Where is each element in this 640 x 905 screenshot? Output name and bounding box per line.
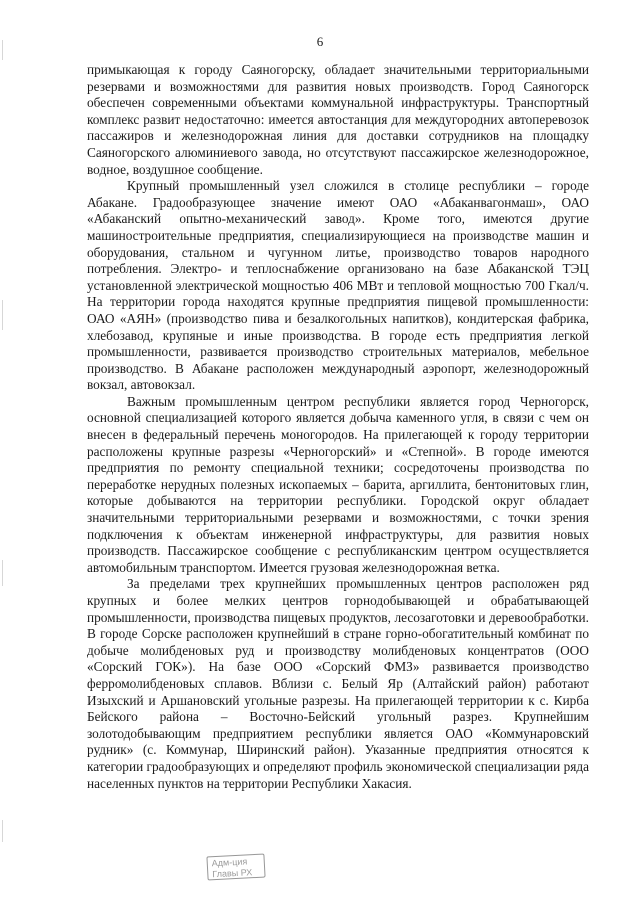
paragraph-chernogorsk: Важным промышленным центром республики является город Черногорск, основной специализацией которого является добыча каменного угля, в связи с чем он внесен в федеральный перечень моногородов. На прилегающей к городу территории расположены крупные разрезы «Черногорский» и «Степной». В городе имеются предприятия по ремонту специальной техники; сосредоточены производства по переработке нерудных полезных ископаемых – барита, аргиллита, бентонитовых глин, которые добываются на территории республики. Городской округ обладает значительными территориальными резервами и возможностями, с точки зрения подключения к объектам инженерной инфраструктуры, для развития новых производств. Пассажирское сообщение с республиканским центром осуществляется автомобильным транспортом. Имеется грузовая железнодорожная ветка. (87, 393, 589, 575)
scan-edge-mark (2, 560, 3, 586)
paragraph-other-centers: За пределами трех крупнейших промышленных центров расположен ряд крупных и более мелких центров горнодобывающей и обрабатывающей промышленности, производства пищевых продуктов, лесозаготовки и деревообработки. В городе Сорске расположен крупнейший в стране горно-обогатительный комбинат по добыче молибденовых руд и производству молибденовых концентратов (ООО «Сорский ГОК»). На базе ООО «Сорский ФМЗ» развивается производство ферромолибденовых сплавов. Вблизи с. Белый Яр (Алтайский район) работают Изыхский и Аршановский угольные разрезы. На прилегающей территории к с. Кирба Бейского района – Восточно-Бейский угольный разрез. Крупнейшим золотодобывающим предприятием республики является ОАО «Коммунаровский рудник» (с. Коммунар, Ширинский район). Указанные предприятия относятся к категории градообразующих и определяют профиль экономической специализации ряда населенных пунктов на территории Республики Хакасия. (87, 576, 589, 791)
stamp-line: Главы РХ (212, 867, 253, 880)
stamp-line: Адм-ция (211, 856, 248, 869)
paragraph-abakan: Крупный промышленный узел сложился в столице республики – городе Абакане. Градообразующее значение имеют ОАО «Абаканвагонмаш», ОАО «Абаканский опытно-механический завод». Кроме того, имеются другие машиностроительные предприятия, специализирующиеся на производстве машин и оборудования, стальном и чугунном литье, производство товаров народного потребления. Электро- и теплоснабжение организовано на базе Абаканской ТЭЦ установленной электрической мощностью 406 МВт и тепловой мощностью 700 Гкал/ч. На территории города находятся крупные предприятия пищевой промышленности: ОАО «АЯН» (производство пива и безалкогольных напитков), кондитерская фабрика, хлебозавод, крупяные и иные производства. В городе есть предприятия легкой промышленности, развивается производство строительных материалов, мебельное производство. В Абакане расположен международный аэропорт, железнодорожный вокзал, автовокзал. (87, 178, 589, 393)
scan-edge-mark (2, 820, 3, 842)
registration-stamp (206, 853, 265, 880)
page-number: 6 (316, 34, 324, 49)
paragraph-continuation: примыкающая к городу Саяногорску, обладает значительными территориальными резервами и возможностями для развития новых производств. Город Саяногорск обеспечен современными объектами коммунальной инфраструктуры. Транспортный комплекс развит недостаточно: имеется автостанция для междугородних автоперевозок пассажиров и железнодорожная линия для доставки сотрудников на площадку Саяногорского алюминиевого завода, но отсутствуют пассажирское железнодорожное, водное, воздушное сообщение. (87, 62, 589, 177)
document-body (87, 62, 589, 792)
scan-edge-mark (2, 300, 3, 330)
